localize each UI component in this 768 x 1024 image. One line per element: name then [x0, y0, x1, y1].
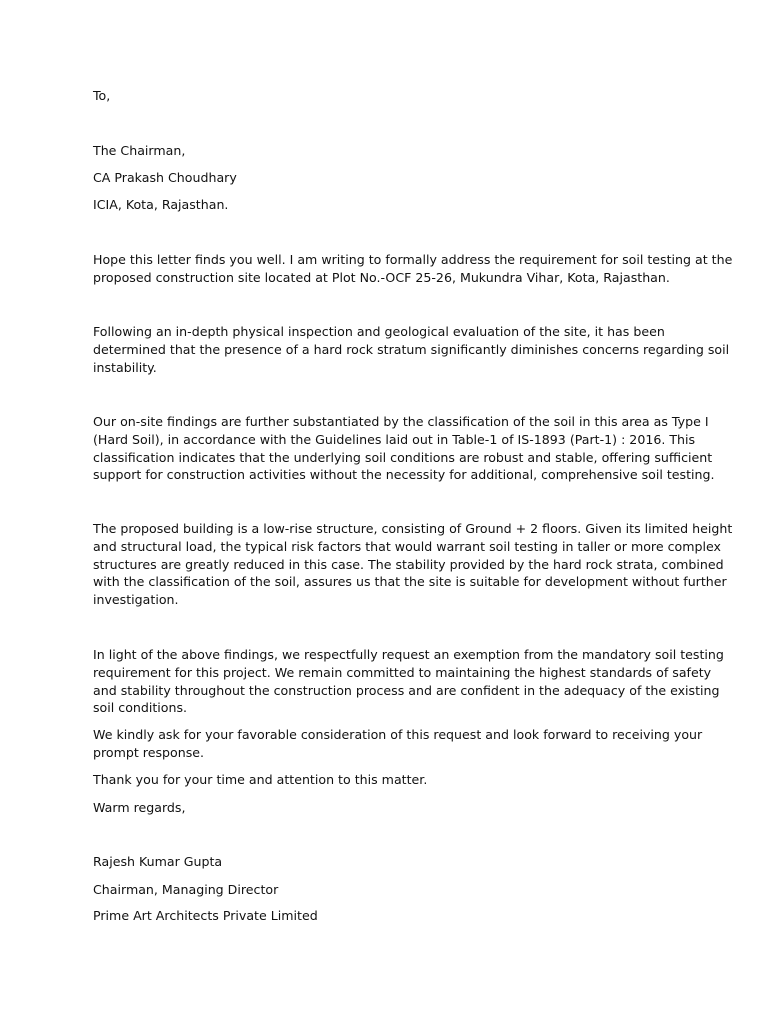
paragraph-line: with the classification of the soil, assures us that the site is suitable for development without further	[93, 574, 727, 590]
thanks-line: Thank you for your time and attention to this matter.	[93, 772, 428, 787]
paragraph-line: Following an in-depth physical inspection and geological evaluation of the site, it has been	[93, 324, 665, 339]
sender-name: Rajesh Kumar Gupta	[93, 854, 223, 869]
recipient-organization: ICIA, Kota, Rajasthan.	[93, 197, 229, 212]
paragraph-soil-classification	[93, 413, 715, 484]
sender-company: Prime Art Architects Private Limited	[93, 908, 318, 923]
sender-title: Chairman, Managing Director	[93, 882, 279, 897]
paragraph-line: Our on-site findings are further substantiated by the classification of the soil in this area as Type I	[93, 414, 709, 429]
paragraph-line: support for construction activities without the necessity for additional, comprehensive soil testing.	[93, 467, 715, 483]
paragraph-exemption-request	[93, 646, 724, 717]
paragraph-inspection	[93, 323, 730, 376]
paragraph-line: (Hard Soil), in accordance with the Guidelines laid out in Table-1 of IS-1893 (Part-1) : 2016. This	[93, 431, 696, 447]
paragraph-line: prompt response.	[93, 744, 205, 760]
salutation: To,	[93, 88, 111, 103]
paragraph-line: soil conditions.	[93, 700, 188, 716]
recipient-name: CA Prakash Choudhary	[93, 170, 237, 185]
closing: Warm regards,	[93, 800, 186, 815]
paragraph-line: determined that the presence of a hard rock stratum significantly diminishes concerns regarding soil	[93, 341, 730, 357]
paragraph-line: instability.	[93, 359, 157, 375]
paragraph-line: We kindly ask for your favorable consideration of this request and look forward to receiving your	[93, 727, 703, 742]
paragraph-line: investigation.	[93, 592, 179, 608]
paragraph-line: In light of the above findings, we respectfully request an exemption from the mandatory soil testing	[93, 647, 724, 662]
paragraph-building	[93, 520, 733, 609]
paragraph-line: Hope this letter finds you well. I am writing to formally address the requirement for soil testing at the	[93, 252, 733, 267]
paragraph-consideration	[93, 726, 703, 762]
paragraph-line: structures are greatly reduced in this case. The stability provided by the hard rock strata, combined	[93, 556, 724, 572]
paragraph-line: and stability throughout the construction process and are confident in the adequacy of the existing	[93, 682, 720, 698]
paragraph-line: The proposed building is a low-rise structure, consisting of Ground + 2 floors. Given its limited height	[93, 521, 733, 536]
paragraph-line: and structural load, the typical risk factors that would warrant soil testing in taller or more complex	[93, 538, 721, 554]
paragraph-line: requirement for this project. We remain committed to maintaining the highest standards of safety	[93, 664, 712, 680]
paragraph-line: proposed construction site located at Plot No.-OCF 25-26, Mukundra Vihar, Kota, Rajasthan.	[93, 269, 670, 285]
paragraph-introduction	[93, 251, 733, 287]
paragraph-line: classification indicates that the underlying soil conditions are robust and stable, offering sufficient	[93, 449, 713, 465]
recipient-title: The Chairman,	[93, 143, 186, 158]
